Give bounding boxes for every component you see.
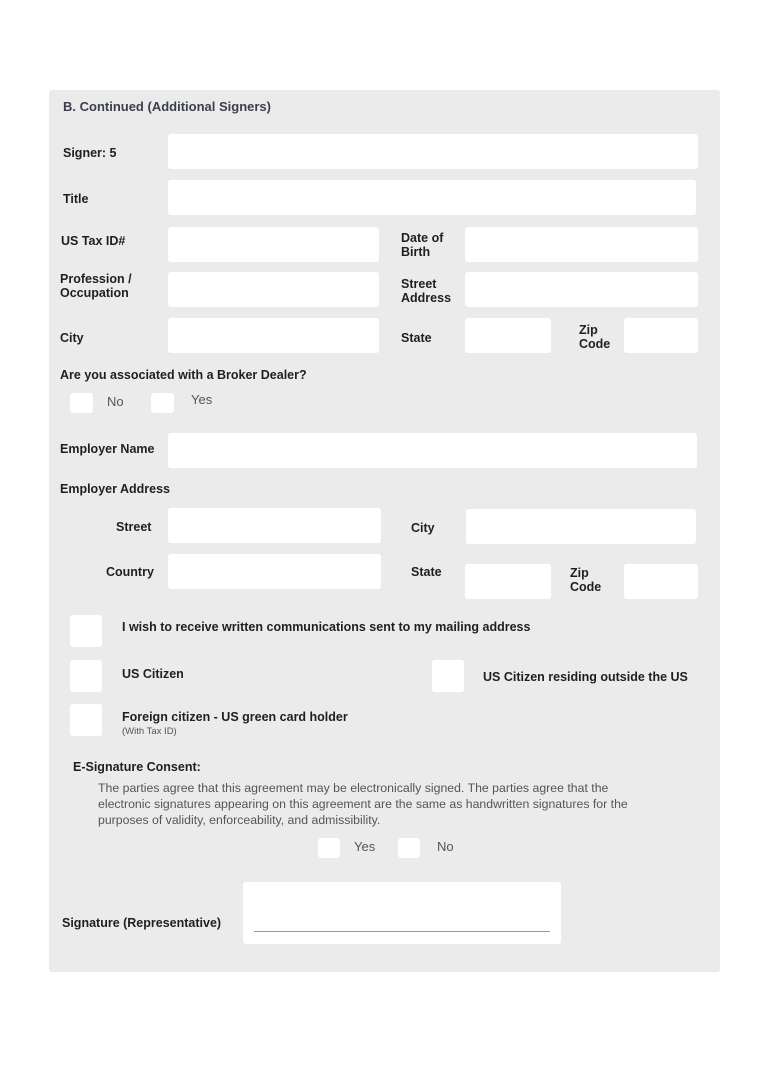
esign-title: E-Signature Consent: xyxy=(73,760,201,774)
signature-line xyxy=(254,931,550,932)
employer-name-label: Employer Name xyxy=(60,442,155,456)
dob-label: Date of Birth xyxy=(401,231,444,259)
broker-yes-label: Yes xyxy=(191,392,213,407)
employer-state-input[interactable] xyxy=(465,564,551,599)
foreign-citizen-label: Foreign citizen - US green card holder xyxy=(122,710,348,724)
employer-address-label: Employer Address xyxy=(60,482,170,496)
employer-name-input[interactable] xyxy=(168,433,697,468)
zip-label: Zip Code xyxy=(579,323,611,351)
signer-input[interactable] xyxy=(168,134,698,169)
street-address-input[interactable] xyxy=(465,272,698,307)
employer-city-input[interactable] xyxy=(466,509,696,544)
esign-text: The parties agree that this agreement may be electronically signed. The parties agree that the electronic signatures appearing on this agreement are the same as handwritten signatures for the purposes of validity, enforceability, and admissibility. xyxy=(98,781,628,827)
broker-yes-checkbox[interactable] xyxy=(151,393,174,413)
employer-country-label: Country xyxy=(106,565,154,579)
mailing-checkbox[interactable] xyxy=(70,615,102,647)
employer-street-input[interactable] xyxy=(168,508,381,543)
title-input[interactable] xyxy=(168,180,696,215)
employer-state-label: State xyxy=(411,565,442,579)
us-citizen-checkbox[interactable] xyxy=(70,660,102,692)
city-input[interactable] xyxy=(168,318,379,353)
employer-street-label: Street xyxy=(116,520,152,534)
us-citizen-outside-checkbox[interactable] xyxy=(432,660,464,692)
employer-zip-input[interactable] xyxy=(624,564,698,599)
tax-id-label: US Tax ID# xyxy=(61,234,126,248)
tax-id-input[interactable] xyxy=(168,227,379,262)
mailing-label: I wish to receive written communications sent to my mailing address xyxy=(122,620,531,634)
city-label: City xyxy=(60,331,84,345)
foreign-citizen-checkbox[interactable] xyxy=(70,704,102,736)
broker-no-label: No xyxy=(107,394,124,409)
state-input[interactable] xyxy=(465,318,551,353)
employer-city-label: City xyxy=(411,521,435,535)
state-label: State xyxy=(401,331,432,345)
broker-question: Are you associated with a Broker Dealer? xyxy=(60,368,307,382)
profession-input[interactable] xyxy=(168,272,379,307)
profession-label: Profession / Occupation xyxy=(60,272,132,300)
foreign-citizen-note: (With Tax ID) xyxy=(122,726,177,737)
zip-input[interactable] xyxy=(624,318,698,353)
employer-zip-label: Zip Code xyxy=(570,566,602,594)
signer-label: Signer: 5 xyxy=(63,146,117,160)
signature-box[interactable] xyxy=(243,882,561,944)
title-label: Title xyxy=(63,192,89,206)
dob-input[interactable] xyxy=(465,227,698,262)
broker-no-checkbox[interactable] xyxy=(70,393,93,413)
esign-yes-checkbox[interactable] xyxy=(318,838,340,858)
street-address-label: Street Address xyxy=(401,277,452,305)
section-title: B. Continued (Additional Signers) xyxy=(63,99,271,114)
us-citizen-label: US Citizen xyxy=(122,667,184,681)
employer-country-input[interactable] xyxy=(168,554,381,589)
us-citizen-outside-label: US Citizen residing outside the US xyxy=(483,670,688,684)
signature-label: Signature (Representative) xyxy=(62,916,222,930)
esign-no-checkbox[interactable] xyxy=(398,838,420,858)
esign-yes-label: Yes xyxy=(354,839,376,854)
esign-no-label: No xyxy=(437,839,454,854)
